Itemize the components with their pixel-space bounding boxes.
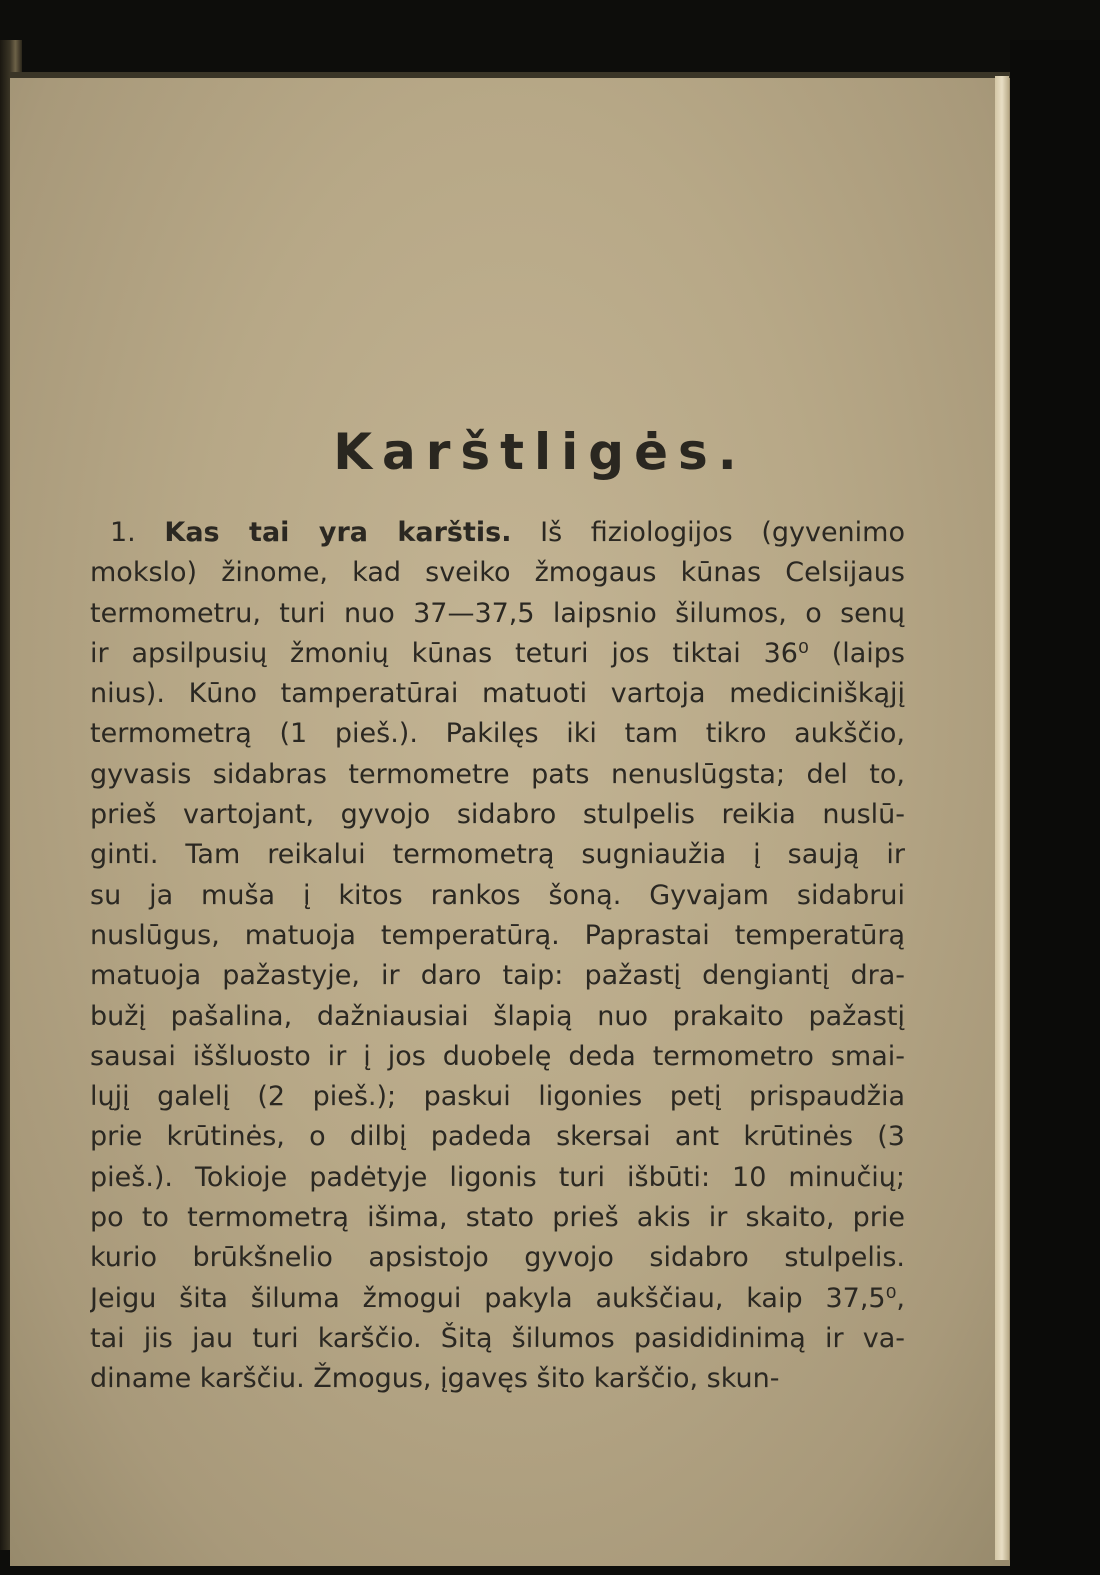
- text-line: prie krūtinės, o dilbį padeda skersai ant krūtinės (3: [90, 1121, 905, 1153]
- text-line: kurio brūkšnelio apsistojo gyvojo sidabro stulpelis.: [90, 1242, 905, 1274]
- text-line: nius). Kūno tamperatūrai matuoti vartoja mediciniškąjį: [90, 678, 905, 710]
- body-text: [90, 513, 905, 1400]
- page-edge: [995, 76, 1009, 1560]
- text-line: bužį pašalina, dažniausiai šlapią nuo prakaito pažastį: [90, 1000, 905, 1032]
- chapter-title: Karštligės.: [333, 423, 747, 481]
- text-line: lųjį galelį (2 pieš.); paskui ligonies petį prispaudžia: [90, 1081, 905, 1113]
- text-line: mokslo) žinome, kad sveiko žmogaus kūnas Celsijaus: [90, 557, 905, 589]
- text-line: termometru, turi nuo 37—37,5 laipsnio šilumos, o senų: [90, 597, 905, 629]
- text-line: nuslūgus, matuoja temperatūrą. Paprastai temperatūrą: [90, 919, 905, 951]
- text-line: prieš vartojant, gyvojo sidabro stulpelis reikia nuslū-: [90, 799, 905, 831]
- text-line-1: [90, 513, 905, 553]
- text-line: matuoja pažastyje, ir daro taip: pažastį dengiantį dra-: [90, 960, 905, 992]
- text-line-1-rest: Iš fiziologijos (gyvenimo: [540, 517, 905, 548]
- text-line: diname karščiu. Žmogus, įgavęs šito karščio, skun-: [90, 1363, 780, 1395]
- text-line: sausai iššluosto ir į jos duobelę deda termometro smai-: [90, 1040, 905, 1072]
- text-line: Jeigu šita šiluma žmogui pakyla aukščiau, kaip 37,5⁰,: [90, 1282, 905, 1314]
- text-line: ginti. Tam reikalui termometrą sugniaužia į saują ir: [90, 839, 905, 871]
- page-paper: [10, 72, 1010, 1566]
- text-line: po to termometrą išima, stato prieš akis ir skaito, prie: [90, 1202, 905, 1234]
- text-line: termometrą (1 pieš.). Pakilęs iki tam tikro aukščio,: [90, 718, 905, 750]
- text-line: su ja muša į kitos rankos šoną. Gyvajam sidabrui: [90, 879, 905, 911]
- section-number: 1.: [110, 517, 136, 548]
- text-line: ir apsilpusių žmonių kūnas teturi jos tiktai 36⁰ (laips: [90, 637, 905, 669]
- dark-background-edge: [1010, 40, 1100, 1575]
- section-heading: Kas tai yra karštis.: [164, 517, 512, 548]
- text-line: pieš.). Tokioje padėtyje ligonis turi išbūti: 10 minučių;: [90, 1161, 905, 1193]
- text-line: gyvasis sidabras termometre pats nenuslūgsta; del to,: [90, 758, 905, 790]
- text-line: tai jis jau turi karščio. Šitą šilumos pasididinimą ir va-: [90, 1322, 905, 1354]
